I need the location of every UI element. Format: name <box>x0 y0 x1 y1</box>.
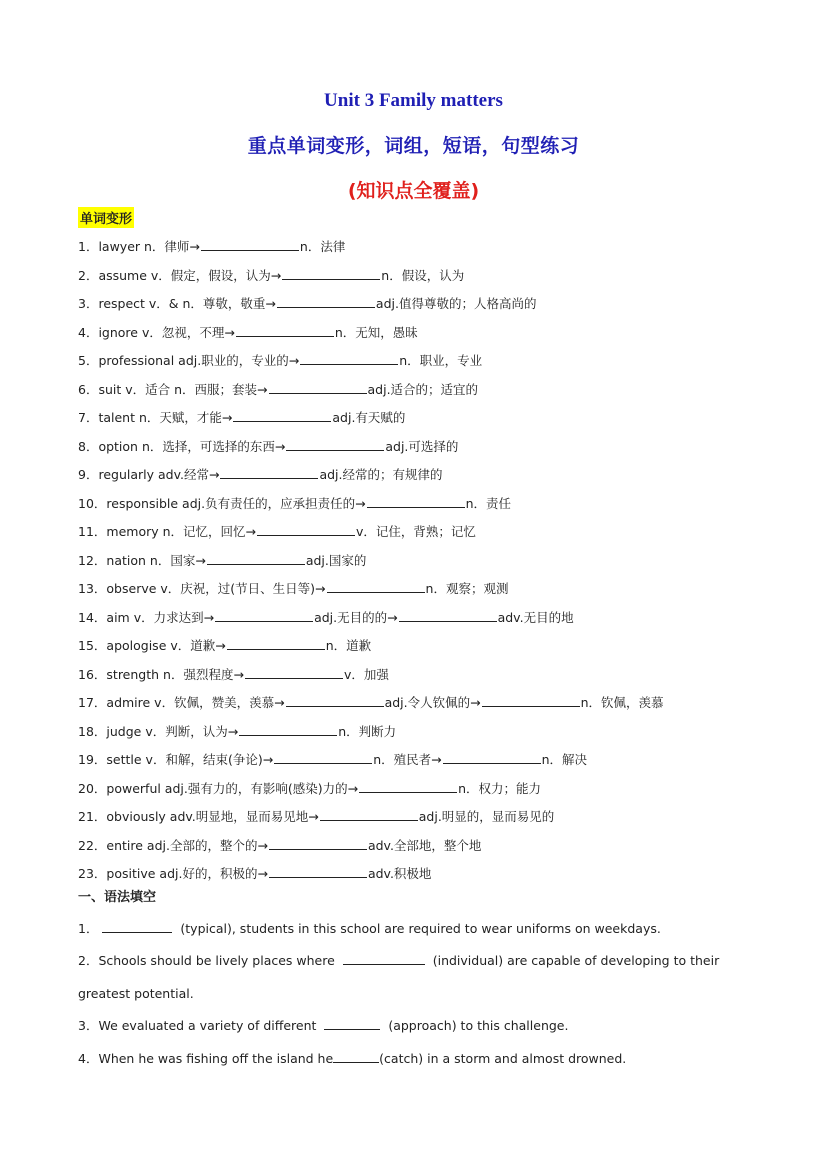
coverage-note: (知识点全覆盖) <box>347 180 480 202</box>
vocab-prompt: 8．option n．选择，可选择的东西→ <box>78 438 286 454</box>
vocab-row <box>78 718 778 747</box>
vocab-target: n．钦佩，羡慕 <box>580 695 664 710</box>
page-subtitle: 重点单词变形，词组，短语，句型练习 <box>247 135 580 157</box>
vocab-target: n．无知，愚昧 <box>334 324 418 340</box>
vocab-prompt: 21．obviously adv.明显地，显而易见地→ <box>78 809 319 824</box>
vocab-row <box>78 518 778 547</box>
exercise-text: (approach) to this challenge. <box>388 1018 569 1033</box>
section-grammar-label: 一、语法填空 <box>78 890 157 905</box>
vocab-target: n．解决 <box>541 752 588 767</box>
vocab-target: n．权力；能力 <box>458 780 542 796</box>
vocab-target: n．观察；观测 <box>425 581 509 596</box>
vocab-row <box>78 689 778 718</box>
vocab-row <box>78 404 778 433</box>
exercise-text: (typical), students in this school are required to wear uniforms on weekdays. <box>180 921 661 936</box>
vocab-target: adv.全部地，整个地 <box>367 837 482 853</box>
vocab-row <box>78 775 778 804</box>
answer-blank[interactable] <box>399 604 497 622</box>
vocab-target: adv.无目的地 <box>497 609 574 625</box>
vocab-target: n．法律 <box>299 239 346 254</box>
vocab-prompt: 14．aim v．力求达到→ <box>78 609 215 625</box>
exercise-4 <box>78 1042 743 1075</box>
exercise-2 <box>78 944 743 1010</box>
vocab-target: adj.无目的的→ <box>314 609 398 625</box>
vocab-row <box>78 347 778 376</box>
answer-blank[interactable] <box>282 262 380 280</box>
answer-blank[interactable] <box>274 746 372 764</box>
vocab-prompt: 23．positive adj.好的，积极的→ <box>78 866 268 881</box>
vocab-target: adj.令人钦佩的→ <box>384 695 481 710</box>
exercise-text: 3．We evaluated a variety of different <box>78 1018 317 1033</box>
exercise-1 <box>78 912 743 945</box>
section-vocab-label: 单词变形 <box>78 207 134 228</box>
exercise-text: (individual) are capable of developing to their greatest potential. <box>78 953 720 1001</box>
vocab-row <box>78 547 778 576</box>
vocab-prompt: 20．powerful adj.强有力的，有影响(感染)力的→ <box>78 780 359 796</box>
vocab-target: n．道歉 <box>325 638 372 653</box>
vocab-prompt: 19．settle v．和解，结束(争论)→ <box>78 752 274 767</box>
vocab-row <box>78 860 778 889</box>
vocab-row <box>78 319 778 348</box>
answer-blank[interactable] <box>269 376 367 394</box>
vocab-prompt: 3．respect v．& n．尊敬，敬重→ <box>78 296 276 311</box>
vocab-row <box>78 746 778 775</box>
exercise-text: (catch) in a storm and almost drowned. <box>379 1051 627 1066</box>
vocab-row <box>78 803 778 832</box>
vocab-prompt: 13．observe v．庆祝，过(节日、生日等)→ <box>78 581 326 596</box>
vocab-prompt: 1．lawyer n．律师→ <box>78 239 200 254</box>
answer-blank[interactable] <box>102 916 172 933</box>
answer-blank[interactable] <box>269 860 367 878</box>
vocab-row <box>78 490 778 519</box>
vocab-prompt: 18．judge v．判断，认为→ <box>78 723 239 739</box>
vocab-target: adj.适合的；适宜的 <box>367 381 479 397</box>
answer-blank[interactable] <box>257 518 355 536</box>
answer-blank[interactable] <box>227 632 325 650</box>
vocab-target: adj.值得尊敬的；人格高尚的 <box>375 296 537 311</box>
vocab-prompt: 11．memory n．记忆，回忆→ <box>78 524 257 539</box>
vocab-row <box>78 290 778 319</box>
vocab-target: n．假设，认为 <box>381 267 465 283</box>
vocab-target: adv.积极地 <box>367 866 432 881</box>
vocab-target: adj.可选择的 <box>385 438 459 454</box>
answer-blank[interactable] <box>482 689 580 707</box>
vocab-row <box>78 262 778 291</box>
answer-blank[interactable] <box>207 547 305 565</box>
answer-blank[interactable] <box>215 604 313 622</box>
vocab-prompt: 22．entire adj.全部的，整个的→ <box>78 837 268 853</box>
exercise-text: 2．Schools should be lively places where <box>78 953 335 968</box>
vocab-target: adj.国家的 <box>305 552 367 568</box>
answer-blank[interactable] <box>277 290 375 308</box>
vocab-target: adj.有天赋的 <box>332 410 406 425</box>
answer-blank[interactable] <box>320 803 418 821</box>
vocab-target: v．加强 <box>343 666 389 682</box>
vocab-prompt: 15．apologise v．道歉→ <box>78 638 226 653</box>
vocab-prompt: 4．ignore v．忽视，不理→ <box>78 324 235 340</box>
answer-blank[interactable] <box>286 689 384 707</box>
vocab-row <box>78 233 778 262</box>
answer-blank[interactable] <box>239 718 337 736</box>
answer-blank[interactable] <box>236 319 334 337</box>
vocab-list <box>78 233 778 889</box>
vocab-row <box>78 832 778 861</box>
answer-blank[interactable] <box>300 347 398 365</box>
vocab-target: adj.经常的；有规律的 <box>319 467 443 482</box>
exercise-text: 4．When he was fishing off the island he <box>78 1051 334 1066</box>
answer-blank[interactable] <box>359 775 457 793</box>
vocab-row <box>78 376 778 405</box>
answer-blank[interactable] <box>286 433 384 451</box>
vocab-row <box>78 433 778 462</box>
vocab-row <box>78 461 778 490</box>
vocab-prompt: 10．responsible adj.负有责任的，应承担责任的→ <box>78 495 366 511</box>
vocab-target: adj.明显的，显而易见的 <box>418 809 555 824</box>
answer-blank[interactable] <box>245 661 343 679</box>
vocab-prompt: 12．nation n．国家→ <box>78 552 206 568</box>
answer-blank[interactable] <box>327 575 425 593</box>
answer-blank[interactable] <box>367 490 465 508</box>
vocab-target: n．职业，专业 <box>399 353 483 368</box>
vocab-target: n．判断力 <box>338 723 397 739</box>
answer-blank[interactable] <box>324 1013 380 1030</box>
vocab-prompt: 17．admire v．钦佩，赞美，羡慕→ <box>78 695 285 710</box>
answer-blank[interactable] <box>220 461 318 479</box>
exercise-number: 1． <box>78 921 99 936</box>
vocab-row <box>78 604 778 633</box>
answer-blank[interactable] <box>201 233 299 251</box>
vocab-prompt: 7．talent n．天赋，才能→ <box>78 410 233 425</box>
vocab-target: v．记住，背熟；记忆 <box>356 524 476 539</box>
unit-title: Unit 3 Family matters <box>324 90 503 111</box>
exercise-3 <box>78 1009 743 1042</box>
answer-blank[interactable] <box>343 948 425 965</box>
vocab-prompt: 16．strength n．强烈程度→ <box>78 666 244 682</box>
vocab-row <box>78 575 778 604</box>
answer-blank[interactable] <box>233 404 331 422</box>
vocab-prompt: 9．regularly adv.经常→ <box>78 467 220 482</box>
answer-blank[interactable] <box>269 832 367 850</box>
vocab-row <box>78 661 778 690</box>
vocab-target: n．殖民者→ <box>373 752 442 767</box>
answer-blank[interactable] <box>333 1046 379 1063</box>
vocab-prompt: 6．suit v．适合 n．西服；套装→ <box>78 381 268 397</box>
vocab-target: n．责任 <box>465 495 511 511</box>
vocab-row <box>78 632 778 661</box>
vocab-prompt: 2．assume v．假定，假设，认为→ <box>78 267 282 283</box>
vocab-prompt: 5．professional adj.职业的，专业的→ <box>78 353 300 368</box>
answer-blank[interactable] <box>443 746 541 764</box>
